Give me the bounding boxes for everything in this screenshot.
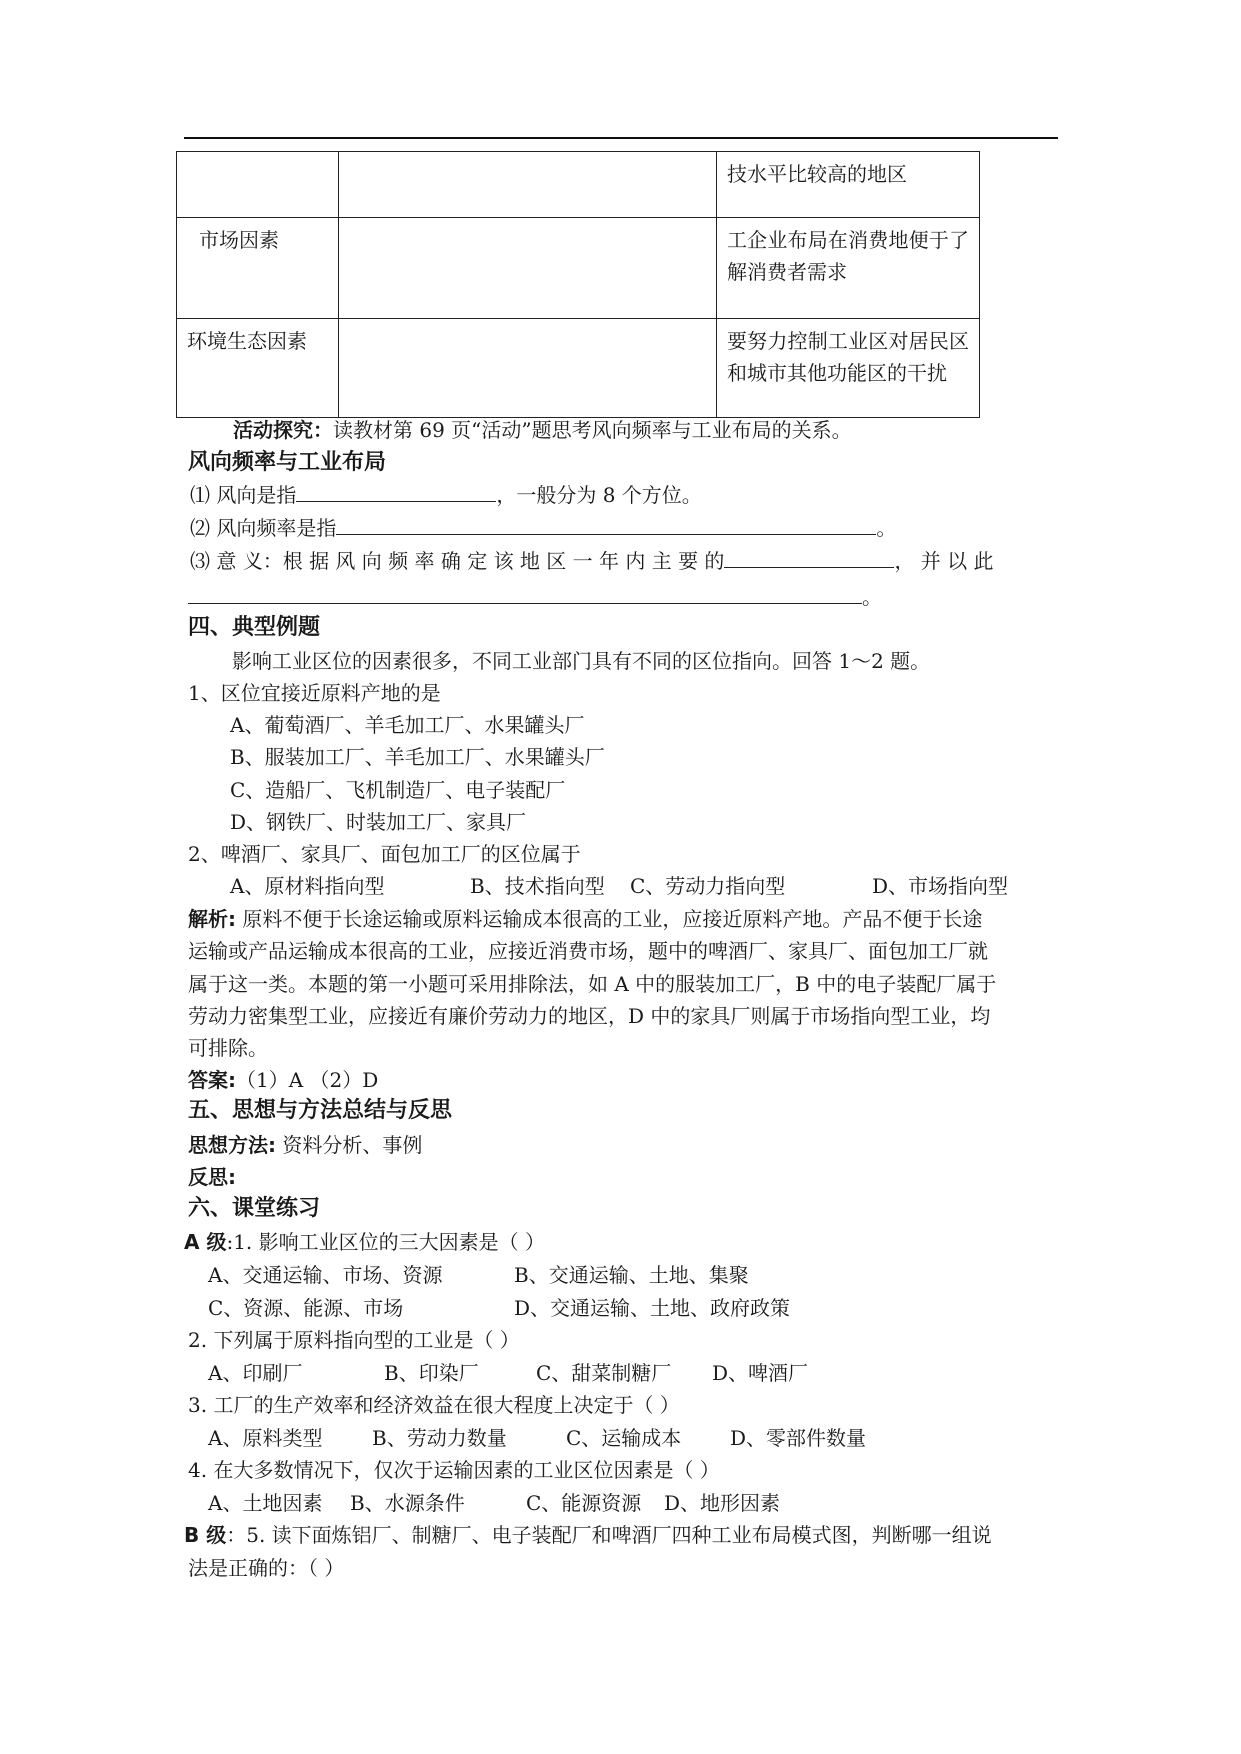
table-row	[177, 319, 980, 418]
method-text: 资料分析、事例	[276, 1133, 423, 1157]
option-item: B、服装加工厂、羊毛加工厂、水果罐头厂	[230, 745, 605, 769]
option-item: D、啤酒厂	[712, 1361, 809, 1385]
option-item: D、钢铁厂、时装加工厂、家具厂	[230, 810, 527, 834]
option-item: C、劳动力指向型	[630, 874, 786, 898]
wind-q1	[190, 481, 702, 509]
activity-line	[233, 416, 852, 444]
section-6-title: 六、课堂练习	[188, 1196, 321, 1221]
practice-q4: 4. 在大多数情况下，仅次于运输因素的工业区位因素是（ ）	[188, 1458, 720, 1482]
section-4-title: 四、典型例题	[188, 615, 321, 640]
analysis-label: 解析:	[188, 907, 236, 931]
wind-q1-post: ，一般分为 8 个方位。	[496, 483, 702, 507]
practice-q1-text: :1. 影响工业区位的三大因素是（ ）	[226, 1230, 545, 1254]
factor-cell	[177, 152, 339, 218]
answer-label: 答案:	[188, 1068, 236, 1092]
option-item: B、劳动力数量	[372, 1426, 507, 1450]
option-item: B、交通运输、土地、集聚	[514, 1263, 749, 1287]
note-cell	[717, 218, 980, 319]
option-item: B、水源条件	[350, 1491, 465, 1515]
wind-q1-pre: ⑴ 风向是指	[190, 483, 297, 507]
note-text: 要努力控制工业区对居民区和城市其他功能区的干扰	[727, 329, 969, 385]
industry-factors-table	[176, 151, 980, 418]
analysis-text: 可排除。	[188, 1036, 268, 1060]
table-row	[177, 152, 980, 218]
option-item: C、甜菜制糖厂	[536, 1361, 672, 1385]
practice-q5	[184, 1521, 992, 1549]
wind-q3	[190, 547, 994, 575]
note-text: 技水平比较高的地区	[727, 162, 907, 186]
answer-blank	[724, 547, 894, 568]
blank-cell	[339, 319, 717, 418]
header-rule	[184, 137, 1058, 139]
note-text: 工企业布局在消费地便于了解消费者需求	[727, 228, 969, 284]
method-label: 思想方法:	[188, 1133, 276, 1157]
option-item: B、印染厂	[384, 1361, 479, 1385]
analysis-text: 运输或产品运输成本很高的工业，应接近消费市场，题中的啤酒厂、家具厂、面包加工厂就	[188, 939, 988, 963]
option-item: A、印刷厂	[208, 1361, 303, 1385]
wind-q3-cont	[188, 583, 882, 611]
blank-cell	[339, 218, 717, 319]
option-item: C、能源资源	[526, 1491, 642, 1515]
wind-q3-pre: ⑶ 意 义：根 据 风 向 频 率 确 定 该 地 区 一 年 内 主 要 的	[190, 549, 725, 573]
option-item: C、运输成本	[566, 1426, 682, 1450]
answer-blank	[336, 514, 876, 535]
reflect-label: 反思:	[188, 1165, 236, 1189]
wind-q2	[190, 514, 896, 542]
option-item: D、地形因素	[664, 1491, 781, 1515]
practice-q3: 3. 工厂的生产效率和经济效益在很大程度上决定于（ ）	[188, 1393, 680, 1417]
option-item: A、原材料指向型	[230, 874, 385, 898]
analysis-text: 原料不便于长途运输或原料运输成本很高的工业，应接近原料产地。产品不便于长途	[236, 907, 983, 931]
answer-blank	[188, 583, 862, 604]
wind-section-title: 风向频率与工业布局	[188, 450, 387, 475]
analysis-text: 属于这一类。本题的第一小题可采用排除法，如 A 中的服装加工厂，B 中的电子装配厂属于	[188, 972, 997, 996]
answer-blank	[296, 481, 496, 502]
level-b-label: B 级	[184, 1523, 227, 1547]
practice-q5-text: ：5. 读下面炼铝厂、制糖厂、电子装配厂和啤酒厂四种工业布局模式图，判断哪一组说	[226, 1523, 992, 1547]
table-row	[177, 218, 980, 319]
wind-q3-mid: ， 并 以 此	[894, 549, 994, 573]
analysis-line	[188, 905, 982, 933]
option-item: D、市场指向型	[872, 874, 1009, 898]
option-item: D、交通运输、土地、政府政策	[514, 1296, 791, 1320]
option-item: A、土地因素	[208, 1491, 323, 1515]
option-item: A、交通运输、市场、资源	[208, 1263, 443, 1287]
option-item: C、造船厂、飞机制造厂、电子装配厂	[230, 778, 566, 802]
practice-q5-cont: 法是正确的：（ ）	[188, 1556, 345, 1580]
section-5-title: 五、思想与方法总结与反思	[188, 1098, 453, 1123]
answer-line	[188, 1066, 378, 1094]
practice-q1	[184, 1228, 545, 1256]
wind-q3-end: 。	[862, 585, 882, 609]
example-q2: 2、啤酒厂、家具厂、面包加工厂的区位属于	[188, 842, 581, 866]
activity-text: 读教材第 69 页“活动”题思考风向频率与工业布局的关系。	[333, 418, 852, 442]
example-q1: 1、区位宜接近原料产地的是	[188, 681, 441, 705]
factor-cell: 环境生态因素	[177, 319, 339, 418]
option-item: C、资源、能源、市场	[208, 1296, 404, 1320]
note-cell	[717, 152, 980, 218]
answer-text: （1）A （2）D	[236, 1068, 379, 1092]
option-item: D、零部件数量	[730, 1426, 867, 1450]
note-cell	[717, 319, 980, 418]
option-item: A、葡萄酒厂、羊毛加工厂、水果罐头厂	[230, 713, 585, 737]
option-item: A、原料类型	[208, 1426, 323, 1450]
factor-cell: 市场因素	[177, 218, 339, 319]
practice-q2: 2. 下列属于原料指向型的工业是（ ）	[188, 1328, 520, 1352]
example-intro: 影响工业区位的因素很多，不同工业部门具有不同的区位指向。回答 1～2 题。	[232, 649, 931, 673]
wind-q2-post: 。	[876, 516, 897, 540]
level-a-label: A 级	[184, 1230, 227, 1254]
analysis-text: 劳动力密集型工业，应接近有廉价劳动力的地区，D 中的家具厂则属于市场指向型工业，均	[188, 1004, 991, 1028]
method-line	[188, 1131, 422, 1159]
wind-q2-pre: ⑵ 风向频率是指	[190, 516, 337, 540]
blank-cell	[339, 152, 717, 218]
activity-label: 活动探究：	[233, 418, 333, 442]
option-item: B、技术指向型	[470, 874, 605, 898]
